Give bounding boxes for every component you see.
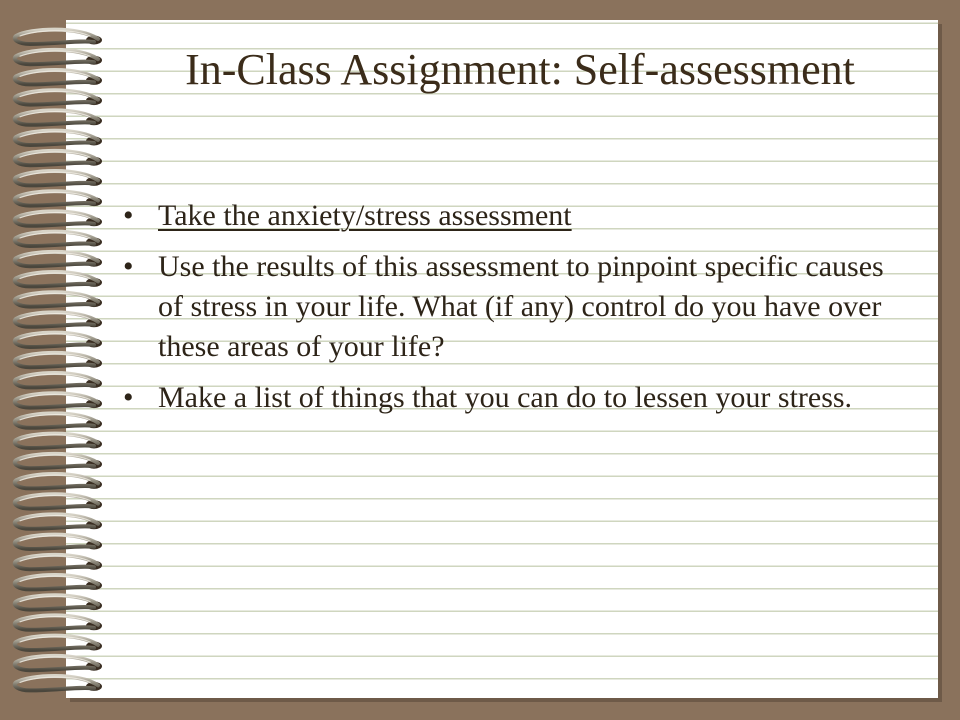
bullet-list (118, 196, 908, 429)
bullet-text: Use the results of this assessment to pinpoint specific causes of stress in your life. What (if any) control do you have over these areas of your life? (158, 250, 884, 363)
bullet-icon: • (123, 199, 134, 232)
assessment-link[interactable]: Take the anxiety/stress assessment (158, 199, 572, 232)
slide-title: In-Class Assignment: Self-assessment (185, 45, 855, 94)
bullet-icon: • (123, 250, 134, 283)
bullet-text: Make a list of things that you can do to lessen your stress. (158, 381, 853, 414)
bullet-item (118, 378, 908, 418)
bullet-item (118, 196, 908, 236)
bullet-icon: • (123, 381, 134, 414)
bullet-item (118, 247, 908, 367)
